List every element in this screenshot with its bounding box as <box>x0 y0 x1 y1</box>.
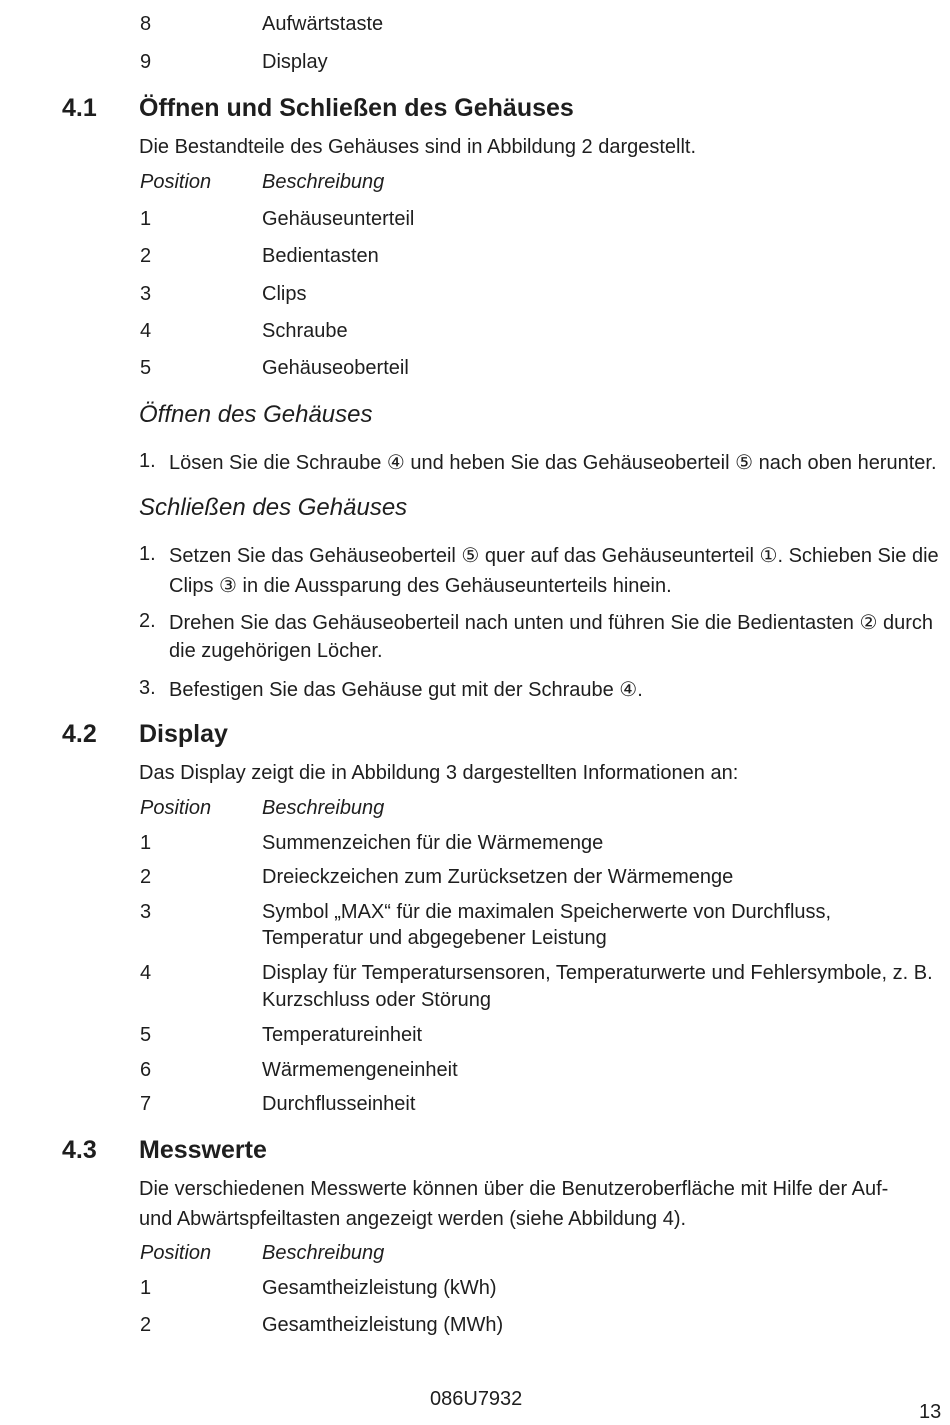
section-intro: Die verschiedenen Messwerte können über die Benutzeroberfläche mit Hilfe der Auf- <box>139 1178 889 1200</box>
step-text: Clips ③ in die Aussparung des Gehäuseunterteils hinein. <box>169 575 672 597</box>
list-item-text: Aufwärtstaste <box>262 13 384 35</box>
table-row-number: 3 <box>140 901 152 923</box>
step-text: Drehen Sie das Gehäuseoberteil nach unten und führen Sie die Bedientasten ② durch <box>169 612 934 634</box>
table-row-text: Symbol „MAX“ für die maximalen Speicherwerte von Durchfluss, <box>262 901 832 923</box>
table-row-number: 4 <box>140 962 152 984</box>
table-row-text: Gesamtheizleistung (MWh) <box>262 1314 504 1336</box>
table-row-text: Kurzschluss oder Störung <box>262 989 492 1011</box>
table-row-number: 1 <box>140 832 152 854</box>
list-item-number: 8 <box>140 13 152 35</box>
section-title: Display <box>139 720 228 748</box>
table-header-description: Beschreibung <box>262 1242 385 1264</box>
page-number: 13 <box>919 1401 942 1423</box>
table-header-description: Beschreibung <box>262 797 385 819</box>
section-number: 4.1 <box>62 94 97 122</box>
table-row-number: 1 <box>140 208 152 230</box>
section-number: 4.2 <box>62 720 97 748</box>
table-row-number: 2 <box>140 866 152 888</box>
table-row-number: 3 <box>140 283 152 305</box>
table-row-number: 2 <box>140 1314 152 1336</box>
list-item-text: Display <box>262 51 328 73</box>
subsection-heading-open: Öffnen des Gehäuses <box>139 401 373 428</box>
table-row-text: Durchflusseinheit <box>262 1093 416 1115</box>
table-row-text: Temperatureinheit <box>262 1024 423 1046</box>
section-intro: Das Display zeigt die in Abbildung 3 dargestellten Informationen an: <box>139 762 739 784</box>
section-number: 4.3 <box>62 1136 97 1164</box>
document-code: 086U7932 <box>430 1388 523 1410</box>
section-title: Messwerte <box>139 1136 267 1164</box>
table-header-position: Position <box>140 171 212 193</box>
step-number: 2. <box>139 610 156 632</box>
section-title: Öffnen und Schließen des Gehäuses <box>139 94 574 122</box>
step-text: Befestigen Sie das Gehäuse gut mit der Schraube ④. <box>169 679 643 701</box>
table-row-number: 2 <box>140 245 152 267</box>
section-intro: Die Bestandteile des Gehäuses sind in Abbildung 2 dargestellt. <box>139 136 697 158</box>
list-item-number: 9 <box>140 51 152 73</box>
table-row-text: Gesamtheizleistung (kWh) <box>262 1277 497 1299</box>
table-row-number: 5 <box>140 1024 152 1046</box>
table-header-description: Beschreibung <box>262 171 385 193</box>
step-text: Lösen Sie die Schraube ④ und heben Sie das Gehäuseoberteil ⑤ nach oben herunter. <box>169 452 937 474</box>
table-row-text: Bedientasten <box>262 245 379 267</box>
table-row-number: 5 <box>140 357 152 379</box>
section-intro: und Abwärtspfeiltasten angezeigt werden (siehe Abbildung 4). <box>139 1208 687 1230</box>
table-row-number: 7 <box>140 1093 152 1115</box>
table-header-position: Position <box>140 797 212 819</box>
table-row-text: Temperatur und abgegebener Leistung <box>262 927 607 949</box>
step-number: 1. <box>139 450 156 472</box>
table-row-text: Gehäuseoberteil <box>262 357 409 379</box>
step-number: 3. <box>139 677 156 699</box>
table-row-text: Schraube <box>262 320 348 342</box>
table-row-text: Wärmemengeneinheit <box>262 1059 458 1081</box>
table-row-text: Dreieckzeichen zum Zurücksetzen der Wärmemenge <box>262 866 734 888</box>
table-row-text: Display für Temperatursensoren, Temperaturwerte und Fehlersymbole, z. B. <box>262 962 933 984</box>
table-row-number: 4 <box>140 320 152 342</box>
step-number: 1. <box>139 543 156 565</box>
table-header-position: Position <box>140 1242 212 1264</box>
table-row-number: 6 <box>140 1059 152 1081</box>
step-text: die zugehörigen Löcher. <box>169 640 383 662</box>
table-row-text: Summenzeichen für die Wärmemenge <box>262 832 604 854</box>
table-row-number: 1 <box>140 1277 152 1299</box>
table-row-text: Clips <box>262 283 307 305</box>
table-row-text: Gehäuseunterteil <box>262 208 415 230</box>
step-text: Setzen Sie das Gehäuseoberteil ⑤ quer auf das Gehäuseunterteil ①. Schieben Sie die <box>169 545 939 567</box>
subsection-heading-close: Schließen des Gehäuses <box>139 494 408 521</box>
